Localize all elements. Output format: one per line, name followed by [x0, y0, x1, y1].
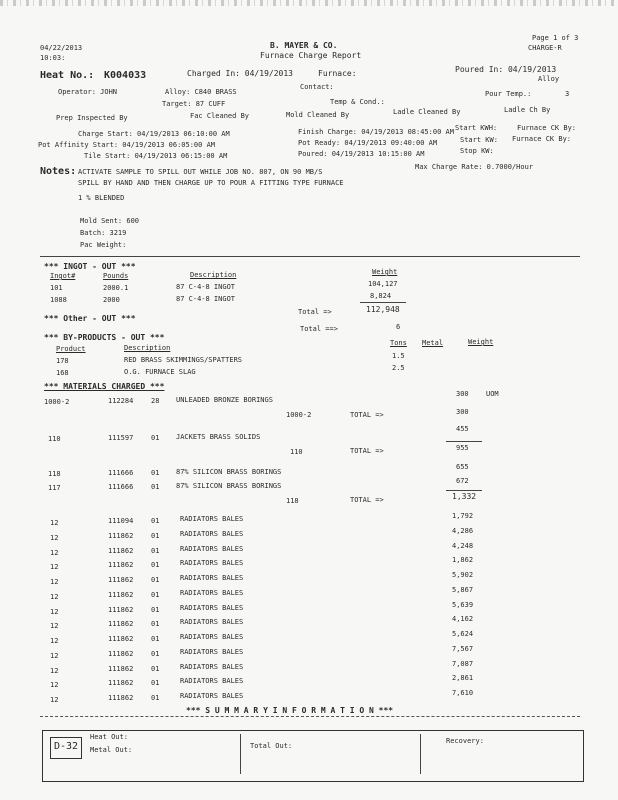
- other-out-title: *** Other - OUT ***: [44, 314, 136, 323]
- mat-g3-total: 1,332: [452, 492, 477, 501]
- ingot-row-1-ingot: 101: [50, 284, 63, 292]
- total-rule: [446, 441, 482, 442]
- notes-line-3: 1 % BLENDED: [78, 194, 125, 202]
- ingot-total-label: Total =>: [298, 308, 332, 316]
- col-weight: Weight: [372, 268, 398, 276]
- radiator-row-10-lot: 12: [50, 652, 59, 660]
- bp-row-1-product: 178: [56, 357, 69, 365]
- radiator-row-12-seq: 01: [151, 679, 160, 687]
- times-mid-1: Finish Charge: 04/19/2013 08:45:00 AM: [298, 128, 454, 136]
- radiator-row-7-desc: RADIATORS BALES: [180, 604, 244, 612]
- radiator-row-4-code: 111862: [108, 561, 134, 569]
- radiator-row-9-qty: 5,624: [452, 630, 474, 638]
- radiator-row-13-desc: RADIATORS BALES: [180, 692, 244, 700]
- notes-line-1: ACTIVATE SAMPLE TO SPILL OUT WHILE JOB NO. 807, ON 90 MB/S: [78, 168, 323, 176]
- col-description: Description: [190, 271, 237, 279]
- poured-in: Poured In: 04/19/2013: [455, 65, 557, 74]
- radiator-row-5-seq: 01: [151, 576, 160, 584]
- ingot-row-1-pounds: 2000.1: [103, 284, 129, 292]
- operator: Operator: JOHN: [58, 88, 118, 96]
- mat-g2-desc: JACKETS BRASS SOLIDS: [176, 433, 261, 441]
- radiator-row-3-qty: 4,248: [452, 542, 474, 550]
- furnace-label: Furnace:: [318, 69, 357, 78]
- radiator-row-2-seq: 01: [151, 532, 160, 540]
- radiator-row-9-desc: RADIATORS BALES: [180, 633, 244, 641]
- report-code: CHARGE-R: [528, 44, 562, 52]
- mat-g3-r1-code: 111666: [108, 469, 134, 477]
- mat-g1-total: 300: [456, 408, 469, 416]
- radiator-row-8-code: 111862: [108, 620, 134, 628]
- other-total: 6: [396, 323, 401, 331]
- radiator-row-2-desc: RADIATORS BALES: [180, 530, 244, 538]
- summary-divider: [40, 716, 580, 717]
- mat-g1-code: 112284: [108, 397, 134, 405]
- radiator-row-9-seq: 01: [151, 635, 160, 643]
- radiator-row-7-seq: 01: [151, 606, 160, 614]
- radiator-row-13-lot: 12: [50, 696, 59, 704]
- prep-inspected: Prep Inspected By: [56, 114, 128, 122]
- radiator-row-4-desc: RADIATORS BALES: [180, 559, 244, 567]
- radiator-row-3-desc: RADIATORS BALES: [180, 545, 244, 553]
- summary-recovery: Recovery:: [446, 737, 484, 745]
- heat-label: Heat No.:: [40, 70, 95, 81]
- mat-g3-r1-lot: 118: [48, 470, 61, 478]
- max-charge-rate: Max Charge Rate: 0.7000/Hour: [415, 163, 534, 171]
- mat-g3-r2-lot: 117: [48, 484, 61, 492]
- radiator-row-6-desc: RADIATORS BALES: [180, 589, 244, 597]
- ingot-row-2-weight: 8,824: [370, 292, 392, 300]
- radiator-row-1-code: 111094: [108, 517, 134, 525]
- radiator-row-9-lot: 12: [50, 637, 59, 645]
- radiator-row-4-lot: 12: [50, 563, 59, 571]
- mat-g2-subtotal-lot: 110: [290, 448, 303, 456]
- form-code: D-32: [54, 741, 79, 752]
- radiator-row-12-desc: RADIATORS BALES: [180, 677, 244, 685]
- col-product: Product: [56, 345, 86, 353]
- radiator-row-6-lot: 12: [50, 593, 59, 601]
- times-right-3: Stop KW:: [460, 147, 494, 155]
- mat-g2-qty: 455: [456, 425, 469, 433]
- mat-g2-total: 955: [456, 444, 469, 452]
- radiator-row-1-lot: 12: [50, 519, 59, 527]
- alloy-name: Alloy: C840 BRASS: [165, 88, 237, 96]
- mat-g3-r1-qty: 655: [456, 463, 469, 471]
- mat-g3-total-label: TOTAL =>: [350, 496, 384, 504]
- notes-label: Notes:: [40, 166, 77, 177]
- radiator-row-3-lot: 12: [50, 549, 59, 557]
- temp-cond: Temp & Cond.:: [330, 98, 385, 106]
- times-mid-3: Poured: 04/19/2013 10:15:00 AM: [298, 150, 425, 158]
- radiator-row-1-seq: 01: [151, 517, 160, 525]
- ingot-row-2-ingot: 1088: [50, 296, 67, 304]
- radiator-row-5-desc: RADIATORS BALES: [180, 574, 244, 582]
- summary-title: *** S U M M A R Y I N F O R M A T I O N ***: [186, 706, 394, 715]
- radiator-row-11-desc: RADIATORS BALES: [180, 663, 244, 671]
- radiator-row-3-seq: 01: [151, 547, 160, 555]
- other-total-label: Total ==>: [300, 325, 338, 333]
- mat-g3-r2-qty: 672: [456, 477, 469, 485]
- summary-total-out: Total Out:: [250, 742, 293, 750]
- times-mid-2: Pot Ready: 04/19/2013 09:40:00 AM: [298, 139, 438, 147]
- mat-g1-desc: UNLEADED BRONZE BORINGS: [176, 396, 273, 404]
- bp-row-2-desc: O.G. FURNACE SLAG: [124, 368, 196, 376]
- radiator-row-6-code: 111862: [108, 591, 134, 599]
- target: Target: 87 CUFF: [162, 100, 226, 108]
- radiator-row-11-seq: 01: [151, 665, 160, 673]
- mat-g1-subtotal-lot: 1000-2: [286, 411, 312, 419]
- scan-noise: [0, 0, 618, 6]
- times-left-1: Charge Start: 04/19/2013 06:10:00 AM: [78, 130, 230, 138]
- summary-heat-out: Heat Out:: [90, 733, 128, 741]
- total-rule: [446, 490, 482, 491]
- report-date: 04/22/2013: [40, 44, 83, 52]
- radiator-row-5-lot: 12: [50, 578, 59, 586]
- radiator-row-13-code: 111862: [108, 694, 134, 702]
- radiator-row-12-lot: 12: [50, 681, 59, 689]
- mold-cleaned: Mold Cleaned By: [286, 111, 350, 119]
- page-number: Page 1 of 3: [532, 34, 579, 42]
- mat-g1-lot: 1000-2: [44, 398, 70, 406]
- mat-g1-total-label: TOTAL =>: [350, 411, 384, 419]
- mat-g3-subtotal-lot: 118: [286, 497, 299, 505]
- radiator-row-2-qty: 4,286: [452, 527, 474, 535]
- radiator-row-11-qty: 7,087: [452, 660, 474, 668]
- radiator-row-10-code: 111862: [108, 650, 134, 658]
- radiator-row-10-seq: 01: [151, 650, 160, 658]
- ingot-total: 112,948: [366, 305, 400, 314]
- materials-col-uom: UOM: [486, 390, 499, 398]
- col-pounds: Pounds: [103, 272, 129, 280]
- summary-divider-1: [240, 734, 241, 774]
- ladle-checked: Ladle Ch By: [504, 106, 551, 114]
- mat-g2-code: 111597: [108, 434, 134, 442]
- mat-g2-lot: 110: [48, 435, 61, 443]
- radiator-row-7-lot: 12: [50, 608, 59, 616]
- company-name: B. MAYER & CO.: [270, 41, 338, 50]
- radiator-row-12-qty: 2,861: [452, 674, 474, 682]
- mat-g3-r1-seq: 01: [151, 469, 160, 477]
- mat-g3-r2-seq: 01: [151, 483, 160, 491]
- col-ingot: Ingot#: [50, 272, 76, 280]
- mat-g2-total-label: TOTAL =>: [350, 447, 384, 455]
- fac-cleaned: Fac Cleaned By: [190, 112, 250, 120]
- radiator-row-11-lot: 12: [50, 667, 59, 675]
- bp-row-1-desc: RED BRASS SKIMMINGS/SPATTERS: [124, 356, 243, 364]
- bp-row-2-tons: 2.5: [392, 364, 405, 372]
- total-rule: [360, 302, 406, 303]
- radiator-row-8-desc: RADIATORS BALES: [180, 618, 244, 626]
- report-time: 10:03:: [40, 54, 66, 62]
- radiator-row-1-qty: 1,792: [452, 512, 474, 520]
- radiator-row-13-seq: 01: [151, 694, 160, 702]
- times-right-2: Start KW:: [460, 136, 498, 144]
- col-tons: Tons: [390, 339, 407, 347]
- ingot-row-2-desc: 87 C-4-8 INGOT: [176, 295, 236, 303]
- radiator-row-13-qty: 7,610: [452, 689, 474, 697]
- radiator-row-10-desc: RADIATORS BALES: [180, 648, 244, 656]
- radiator-row-5-qty: 5,902: [452, 571, 474, 579]
- radiator-row-4-qty: 1,862: [452, 556, 474, 564]
- report-title: Furnace Charge Report: [260, 51, 362, 60]
- mold-batch: Batch: 3219: [80, 229, 127, 237]
- radiator-row-8-qty: 4,162: [452, 615, 474, 623]
- ingot-row-2-pounds: 2000: [103, 296, 120, 304]
- col-bp-weight: Weight: [468, 338, 494, 346]
- mat-g1-seq: 28: [151, 397, 160, 405]
- radiator-row-4-seq: 01: [151, 561, 160, 569]
- radiator-row-3-code: 111862: [108, 547, 134, 555]
- radiator-row-7-qty: 5,639: [452, 601, 474, 609]
- divider: [40, 256, 580, 257]
- charged-in: Charged In: 04/19/2013: [187, 69, 293, 78]
- radiator-row-6-qty: 5,867: [452, 586, 474, 594]
- col-bp-description: Description: [124, 344, 171, 352]
- radiator-row-8-lot: 12: [50, 622, 59, 630]
- radiator-row-9-code: 111862: [108, 635, 134, 643]
- mat-g2-seq: 01: [151, 434, 160, 442]
- radiator-row-2-lot: 12: [50, 534, 59, 542]
- radiator-row-2-code: 111862: [108, 532, 134, 540]
- mat-g3-r1-desc: 87% SILICON BRASS BORINGS: [176, 468, 282, 476]
- radiator-row-12-code: 111862: [108, 679, 134, 687]
- radiator-row-6-seq: 01: [151, 591, 160, 599]
- byproducts-title: *** BY-PRODUCTS - OUT ***: [44, 333, 165, 342]
- times-right-1: Start KWH:: [455, 124, 498, 132]
- bp-row-2-product: 168: [56, 369, 69, 377]
- ingot-row-1-desc: 87 C-4-8 INGOT: [176, 283, 236, 291]
- col-metal: Metal: [422, 339, 444, 347]
- mold-sent: Mold Sent: 600: [80, 217, 140, 225]
- pac-weight: Pac Weight:: [80, 241, 127, 249]
- bp-row-1-tons: 1.5: [392, 352, 405, 360]
- times-right2-1: Furnace CK By:: [517, 124, 577, 132]
- radiator-row-11-code: 111862: [108, 665, 134, 673]
- heat-number: K004033: [104, 70, 147, 81]
- ingot-row-1-weight: 104,127: [368, 280, 398, 288]
- mat-g3-r2-code: 111666: [108, 483, 134, 491]
- radiator-row-10-qty: 7,567: [452, 645, 474, 653]
- alloy-ref: Alloy: [538, 75, 560, 83]
- radiator-row-5-code: 111862: [108, 576, 134, 584]
- radiator-row-8-seq: 01: [151, 620, 160, 628]
- contact: Contact:: [300, 83, 334, 91]
- mat-g3-r2-desc: 87% SILICON BRASS BORINGS: [176, 482, 282, 490]
- times-left-2: Pot Affinity Start: 04/19/2013 06:05:00 AM: [38, 141, 216, 149]
- ingot-out-title: *** INGOT - OUT ***: [44, 262, 136, 271]
- radiator-row-1-desc: RADIATORS BALES: [180, 515, 244, 523]
- summary-divider-2: [420, 734, 421, 774]
- materials-title: *** MATERIALS CHARGED ***: [44, 382, 165, 391]
- radiator-row-7-code: 111862: [108, 606, 134, 614]
- pour-temp: Pour Temp.:: [485, 90, 532, 98]
- ladle-cleaned: Ladle Cleaned By: [393, 108, 461, 116]
- notes-line-2: SPILL BY HAND AND THEN CHARGE UP TO POUR A FITTING TYPE FURNACE: [78, 179, 344, 187]
- times-right2-2: Furnace CK By:: [512, 135, 572, 143]
- pour-temp-value: 3: [565, 90, 570, 98]
- times-left-3: Tile Start: 04/19/2013 06:15:00 AM: [84, 152, 228, 160]
- materials-col-amount: 300: [456, 390, 469, 398]
- summary-metal-out: Metal Out:: [90, 746, 133, 754]
